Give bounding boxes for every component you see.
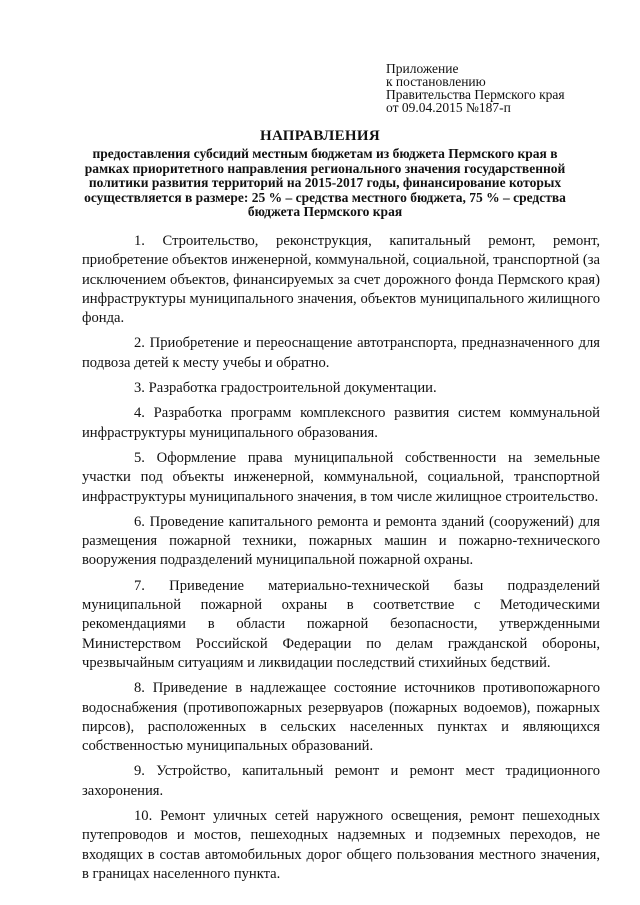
list-item: 6. Проведение капитального ремонта и ремонта зданий (сооружений) для размещения пожарной техники, пожарных машин и пожарно-технического вооружения подразделений муниципальной пожарной охраны.: [82, 513, 600, 569]
document-body: [82, 232, 600, 890]
list-item: 1. Строительство, реконструкция, капитальный ремонт, ремонт, приобретение объектов инженерной, коммунальной, социальной, транспортной (за исключением объектов, финансируемых за счет дорожного фонда Пермского края) инфраструктуры муниципального значения, объектов муниципального жилищного фонда.: [82, 233, 600, 327]
list-item: 2. Приобретение и переоснащение автотранспорта, предназначенного для подвоза детей к месту учебы и обратно.: [82, 335, 600, 371]
list-item: 9. Устройство, капитальный ремонт и ремонт мест традиционного захоронения.: [82, 763, 600, 799]
appendix-line-1: Приложение: [386, 61, 459, 76]
list-item: 5. Оформление права муниципальной собственности на земельные участки под объекты инженерной, коммунальной, социальной, транспортной инфраструктуры муниципального значения, в том числе жилищное строительство.: [82, 449, 600, 505]
document-subtitle: предоставления субсидий местным бюджетам из бюджета Пермского края в рамках приоритетного направления регионального значения государственной политики развития территорий на 2015-2017 годы, финансирование которых осуществляется в размере: 25 % – средства местного бюджета, 75 % – средства бюджета Пермского края: [84, 146, 566, 219]
appendix-line-4: от 09.04.2015 №187-п: [386, 100, 511, 115]
appendix-line-3: Правительства Пермского края: [386, 87, 565, 102]
appendix-line-2: к постановлению: [386, 74, 486, 89]
list-item: 8. Приведение в надлежащее состояние источников противопожарного водоснабжения (противопожарных резервуаров (пожарных водоемов), пожарных пирсов), расположенных в сельских населенных пунктах и являющихся собственностью муниципальных образований.: [82, 680, 600, 755]
list-item: 7. Приведение материально-технической базы подразделений муниципальной пожарной охраны в соответствие с Методическими рекомендациями в области пожарной безопасности, утвержденными Министерством Российской Федерации по делам гражданской обороны, чрезвычайным ситуациям и ликвидации последствий стихийных бедствий.: [82, 577, 600, 671]
list-item: 3. Разработка градостроительной документации.: [134, 380, 437, 397]
document-title: НАПРАВЛЕНИЯ: [260, 128, 380, 144]
list-item: 10. Ремонт уличных сетей наружного освещения, ремонт пешеходных путепроводов и мостов, пешеходных надземных и подземных переходов, не входящих в состав автомобильных дорог общего пользования местного значения, в границах населенного пункта.: [82, 808, 600, 882]
list-item: 4. Разработка программ комплексного развития систем коммунальной инфраструктуры муниципального образования.: [82, 405, 600, 441]
appendix-block: [386, 62, 565, 114]
